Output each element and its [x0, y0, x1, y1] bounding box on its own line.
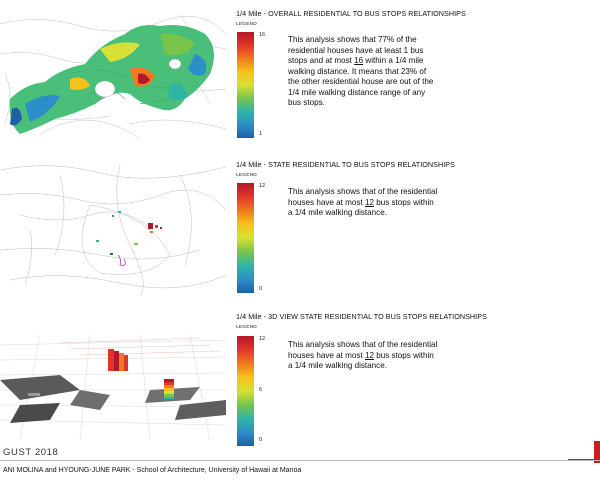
- overall-residential-map: [0, 4, 226, 144]
- highlight-value: 16: [354, 56, 364, 65]
- state-residential-map: [0, 155, 226, 295]
- section-title: 1/4 Mile - 3D VIEW STATE RESIDENTIAL TO BUS STOPS RELATIONSHIPS: [236, 312, 487, 321]
- legend-color-scale: [237, 32, 254, 138]
- legend-min-value: 1: [259, 131, 263, 137]
- legend-label: LEGEND: [236, 173, 257, 178]
- state-3d-view-map: [0, 335, 226, 440]
- state-cluster-red: [148, 223, 153, 229]
- analysis-description: This analysis shows that of the residential houses have at most 12 bus stops within a 1/4 mile walking distance.: [288, 187, 438, 217]
- footer-divider: [0, 460, 600, 461]
- legend-max-value: 12: [259, 336, 266, 342]
- publication-date: GUST 2018: [3, 447, 59, 458]
- building-cluster-tall: [108, 349, 128, 371]
- legend-label: LEGEND: [236, 22, 257, 27]
- legend-min-value: 0: [259, 286, 263, 292]
- section-title: 1/4 Mile - STATE RESIDENTIAL TO BUS STOPS RELATIONSHIPS: [236, 160, 455, 169]
- highlight-value: 12: [364, 350, 374, 360]
- author-credits: ANI MOLINA and HYOUNG-JUNE PARK - School of Architecture, University of Hawaii at Manoa: [3, 467, 302, 474]
- building-cluster-mid: [164, 379, 174, 399]
- highlight-value: 12: [364, 197, 374, 207]
- section-title: 1/4 Mile - OVERALL RESIDENTIAL TO BUS STOPS RELATIONSHIPS: [236, 9, 466, 18]
- legend-label: LEGEND: [236, 325, 257, 330]
- legend-color-scale: [237, 336, 254, 446]
- legend-color-scale: [237, 183, 254, 293]
- state-map-graphic: [0, 155, 226, 295]
- legend-max-value: 16: [259, 32, 266, 38]
- legend-max-value: 12: [259, 183, 266, 189]
- state-3d-graphic: [0, 335, 226, 440]
- legend-min-value: 0: [259, 437, 263, 443]
- overall-map-graphic: [0, 4, 226, 144]
- analysis-description: This analysis shows that 77% of the residential houses have at least 1 bus stops and at most 16 within a 1/4 mile walking distance. It means that 23% of the other residential house are out of the 1/4 mile walking distance range of any bus stops.: [288, 35, 434, 107]
- legend-mid-value: 6: [259, 387, 263, 393]
- analysis-description: This analysis shows that of the residential houses have at most 12 bus stops within a 1/4 mile walking distance.: [288, 340, 438, 370]
